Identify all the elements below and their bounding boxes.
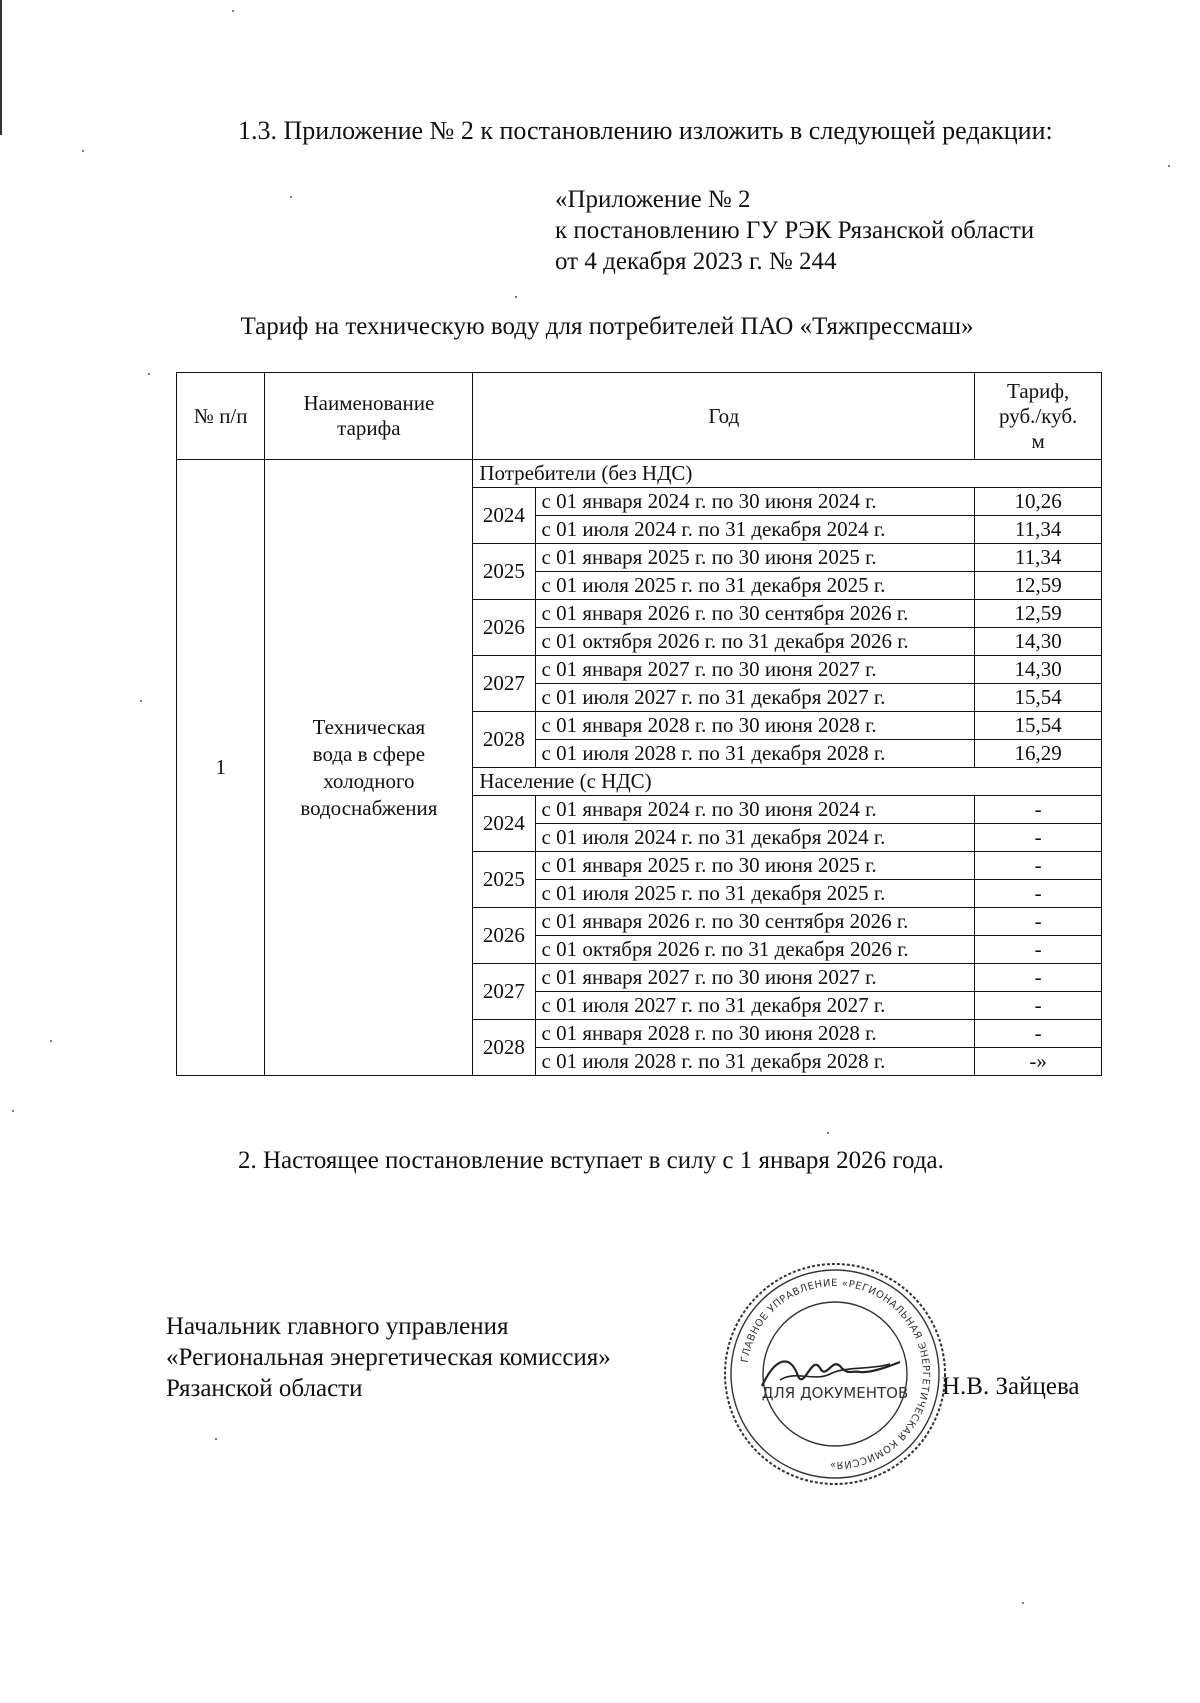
year-cell: 2024 — [473, 488, 535, 544]
period-cell: с 01 июля 2027 г. по 31 декабря 2027 г. — [535, 992, 975, 1020]
scan-speck — [290, 196, 292, 198]
tariff-value-cell: 11,34 — [975, 544, 1102, 572]
tariff-name-line3: холодного — [323, 768, 415, 793]
scan-speck — [148, 373, 150, 375]
appendix-header — [555, 184, 1034, 277]
appendix-line-3: от 4 декабря 2023 г. № 244 — [555, 248, 837, 275]
period-cell: с 01 июля 2024 г. по 31 декабря 2024 г. — [535, 824, 975, 852]
header-name-line-2: тарифа — [337, 416, 401, 440]
period-cell: с 01 января 2027 г. по 30 июня 2027 г. — [535, 656, 975, 684]
period-cell: с 01 июля 2028 г. по 31 декабря 2028 г. — [535, 740, 975, 768]
scan-speck — [82, 150, 84, 152]
scan-speck — [827, 1132, 829, 1134]
header-tariff-line-1: Тариф, — [1007, 378, 1070, 403]
period-cell: с 01 января 2027 г. по 30 июня 2027 г. — [535, 964, 975, 992]
scan-speck — [1022, 1602, 1024, 1604]
tariff-value-cell: - — [975, 992, 1102, 1020]
period-cell: с 01 июля 2027 г. по 31 декабря 2027 г. — [535, 684, 975, 712]
group-label: Население (с НДС) — [473, 768, 1102, 796]
period-cell: с 01 января 2025 г. по 30 июня 2025 г. — [535, 544, 975, 572]
appendix-line-1: «Приложение № 2 — [555, 186, 751, 213]
seal-center-text: ДЛЯ ДОКУМЕНТОВ — [761, 1384, 909, 1402]
year-cell: 2028 — [473, 1020, 535, 1076]
tariff-value-cell: - — [975, 824, 1102, 852]
header-num: № п/п — [177, 373, 265, 460]
period-cell: с 01 января 2028 г. по 30 июня 2028 г. — [535, 712, 975, 740]
period-cell: с 01 января 2025 г. по 30 июня 2025 г. — [535, 852, 975, 880]
official-seal-stamp — [720, 1258, 950, 1490]
year-cell: 2026 — [473, 908, 535, 964]
tariff-name-line2: вода в сфере — [312, 741, 426, 766]
scan-speck — [50, 1040, 52, 1042]
tariff-value-cell: 14,30 — [975, 628, 1102, 656]
header-year: Год — [473, 373, 975, 460]
signer-position-line-3: Рязанской области — [166, 1375, 363, 1402]
header-tariff — [975, 373, 1102, 460]
header-tariff-line-3: м — [1031, 428, 1045, 453]
tariff-value-cell: - — [975, 1020, 1102, 1048]
tariff-value-cell: 11,34 — [975, 516, 1102, 544]
seal-ring-text: ГЛАВНОЕ УПРАВЛЕНИЕ «РЕГИОНАЛЬНАЯ ЭНЕРГЕТИЧЕСКАЯ КОМИССИЯ» — [739, 1277, 932, 1471]
year-cell: 2027 — [473, 964, 535, 1020]
tariff-value-cell: - — [975, 796, 1102, 824]
tariff-value-cell: - — [975, 908, 1102, 936]
tariff-value-cell: 16,29 — [975, 740, 1102, 768]
intro-paragraph: 1.3. Приложение № 2 к постановлению изложить в следующей редакции: — [238, 116, 1053, 145]
period-cell: с 01 января 2026 г. по 30 сентября 2026 г. — [535, 600, 975, 628]
scan-speck — [232, 10, 234, 12]
header-name-line-1: Наименование — [303, 391, 435, 415]
scan-speck — [140, 700, 142, 702]
year-cell: 2026 — [473, 600, 535, 656]
appendix-line-2: к постановлению ГУ РЭК Рязанской области — [555, 217, 1035, 244]
scan-speck — [215, 1438, 217, 1440]
period-cell: с 01 января 2024 г. по 30 июня 2024 г. — [535, 796, 975, 824]
period-cell: с 01 января 2028 г. по 30 июня 2028 г. — [535, 1020, 975, 1048]
header-name — [265, 373, 473, 460]
scan-speck — [515, 296, 517, 298]
tariff-name-line4: водоснабжения — [300, 795, 438, 820]
signer-position-line-1: Начальник главного управления — [166, 1313, 509, 1340]
period-cell: с 01 января 2026 г. по 30 сентября 2026 г. — [535, 908, 975, 936]
header-tariff-line-2: руб./куб. — [999, 403, 1078, 428]
period-cell: с 01 января 2024 г. по 30 июня 2024 г. — [535, 488, 975, 516]
period-cell: с 01 октября 2026 г. по 31 декабря 2026 г. — [535, 628, 975, 656]
period-cell: с 01 июля 2028 г. по 31 декабря 2028 г. — [535, 1048, 975, 1076]
period-cell: с 01 июля 2025 г. по 31 декабря 2025 г. — [535, 572, 975, 600]
tariff-value-cell: 10,26 — [975, 488, 1102, 516]
tariff-value-cell: -» — [975, 1048, 1102, 1076]
period-cell: с 01 октября 2026 г. по 31 декабря 2026 г. — [535, 936, 975, 964]
year-cell: 2027 — [473, 656, 535, 712]
year-cell: 2028 — [473, 712, 535, 768]
tariff-value-cell: 14,30 — [975, 656, 1102, 684]
scan-speck — [1168, 165, 1170, 167]
tariff-name — [265, 460, 473, 1076]
tariff-value-cell: - — [975, 880, 1102, 908]
tariff-name-line1: Техническая — [312, 714, 426, 739]
paragraph-2: 2. Настоящее постановление вступает в силу с 1 января 2026 года. — [238, 1147, 944, 1174]
tariff-value-cell: 15,54 — [975, 712, 1102, 740]
year-cell: 2024 — [473, 796, 535, 852]
group-row — [177, 460, 1102, 488]
table-header-row — [177, 373, 1102, 460]
group-label: Потребители (без НДС) — [473, 460, 1102, 488]
period-cell: с 01 июля 2025 г. по 31 декабря 2025 г. — [535, 880, 975, 908]
signer-position — [166, 1311, 611, 1404]
signer-name: Н.В. Зайцева — [942, 1373, 1080, 1400]
signer-position-line-2: «Региональная энергетическая комиссия» — [166, 1344, 611, 1371]
period-cell: с 01 июля 2024 г. по 31 декабря 2024 г. — [535, 516, 975, 544]
tariff-value-cell: 12,59 — [975, 600, 1102, 628]
year-cell: 2025 — [473, 852, 535, 908]
scan-edge-line — [0, 0, 2, 135]
tariff-value-cell: - — [975, 852, 1102, 880]
tariff-value-cell: - — [975, 936, 1102, 964]
tariff-table-body — [177, 460, 1102, 1076]
scan-speck — [12, 1110, 14, 1112]
tariff-value-cell: 12,59 — [975, 572, 1102, 600]
table-title: Тариф на техническую воду для потребителей ПАО «Тяжпрессмаш» — [240, 313, 974, 340]
tariff-value-cell: 15,54 — [975, 684, 1102, 712]
row-number: 1 — [177, 460, 265, 1076]
tariff-value-cell: - — [975, 964, 1102, 992]
year-cell: 2025 — [473, 544, 535, 600]
tariff-table — [176, 372, 1102, 1076]
